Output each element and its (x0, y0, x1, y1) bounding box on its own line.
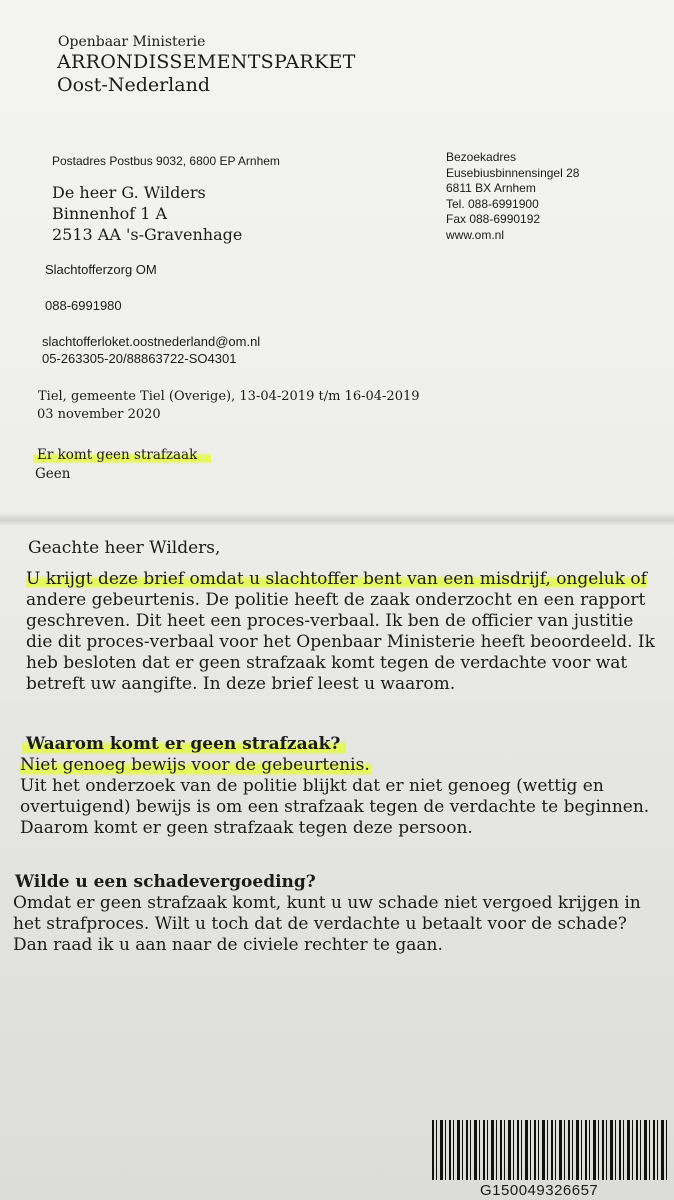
p2-line-2: overtuigend) bewijs is om een strafzaak tegen de verdachte te beginnen. (20, 797, 650, 817)
barcode (432, 1120, 670, 1180)
postal-address: Postadres Postbus 9032, 6800 EP Arnhem (52, 154, 280, 168)
p1-line-4: die dit proces-verbaal voor het Openbaar Ministerie heeft beoordeeld. Ik (26, 632, 655, 652)
heading-why-text: Waarom komt er geen strafzaak? (22, 734, 346, 755)
visit-fax: Fax 088-6990192 (446, 212, 541, 226)
paper-fold (0, 512, 674, 526)
email: slachtofferloket.oostnederland@om.nl (42, 334, 261, 349)
visit-address (446, 150, 579, 243)
reason (20, 755, 372, 776)
p1-line-6: betreft uw aangifte. In deze brief leest u waarom. (26, 674, 456, 694)
p3-line-3: Dan raad ik u aan naar de civiele rechter te gaan. (13, 935, 443, 955)
subject (33, 447, 211, 463)
p2-line-3: Daarom komt er geen strafzaak tegen deze persoon. (20, 818, 473, 838)
salutation: Geachte heer Wilders, (28, 538, 221, 558)
department: Slachtofferzorg OM (45, 262, 157, 277)
visit-tel: Tel. 088-6991900 (446, 196, 539, 211)
visit-label: Bezoekadres (446, 150, 517, 164)
visit-web: www.om.nl (446, 227, 505, 242)
office-name: ARRONDISSEMENTSPARKET (57, 51, 356, 73)
attachments: Geen (35, 466, 71, 482)
p1-line-3: geschreven. Dit heet een proces-verbaal. Ik ben de officier van justitie (26, 611, 634, 631)
region-name: Oost-Nederland (57, 74, 210, 96)
barcode-number: G150049326657 (480, 1182, 599, 1199)
incident: Tiel, gemeente Tiel (Overige), 13-04-2019 t/m 16-04-2019 (38, 389, 420, 404)
recipient-city: 2513 AA 's-Gravenhage (52, 225, 243, 244)
p1-line-5: heb besloten dat er geen strafzaak komt tegen de verdachte voor wat (26, 653, 628, 673)
org-name: Openbaar Ministerie (58, 34, 206, 50)
reason-text: Niet genoeg bewijs voor de gebeurtenis. (20, 755, 370, 775)
recipient-address (52, 182, 242, 245)
recipient-street: Binnenhof 1 A (52, 204, 168, 223)
p3-line-2: het strafproces. Wilt u toch dat de verdachte u betaalt voor de schade? (13, 914, 627, 934)
phone: 088-6991980 (45, 298, 122, 313)
heading-damages: Wilde u een schadevergoeding? (15, 872, 316, 892)
recipient-name: De heer G. Wilders (52, 183, 206, 202)
p1-line-1 (26, 569, 655, 590)
visit-city: 6811 BX Arnhem (446, 181, 536, 195)
p2-line-1: Uit het onderzoek van de politie blijkt dat er niet genoeg (wettig en (20, 776, 604, 796)
p1-line-1-text: U krijgt deze brief omdat u slachtoffer bent van een misdrijf, ongeluk of (26, 569, 647, 589)
reference: 05-263305-20/88863722-SO4301 (42, 351, 237, 366)
p1-line-2: andere gebeurtenis. De politie heeft de zaak onderzocht en een rapport (26, 590, 646, 610)
paragraph-intro (26, 569, 655, 695)
subject-text: Er komt geen strafzaak (33, 447, 211, 464)
p3-line-1: Omdat er geen strafzaak komt, kunt u uw schade niet vergoed krijgen in (13, 893, 641, 913)
letter-date: 03 november 2020 (37, 407, 161, 422)
paragraph-damages (13, 893, 641, 956)
visit-street: Eusebiusbinnensingel 28 (446, 165, 580, 180)
paragraph-reason (20, 776, 649, 839)
heading-why (22, 734, 346, 755)
